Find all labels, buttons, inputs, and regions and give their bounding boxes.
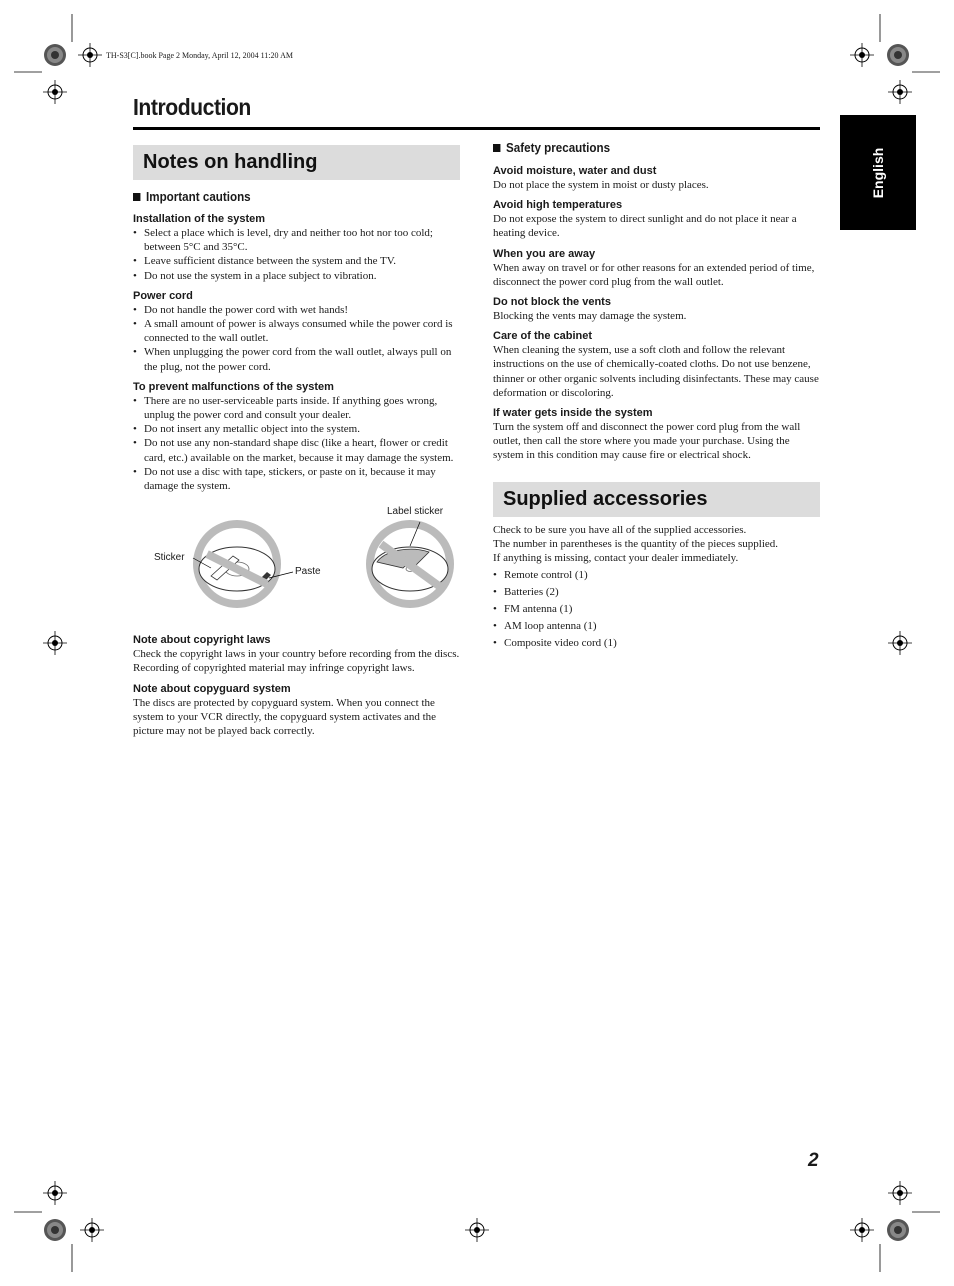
disc-with-sticker-icon [197, 524, 277, 604]
installation-section [133, 213, 460, 283]
safety-section [493, 296, 820, 323]
title-rule [133, 127, 820, 130]
section-heading: If water gets inside the system [493, 407, 653, 420]
intro-line: If anything is missing, contact your dealer immediately. [493, 552, 739, 565]
section-text: Do not expose the system to direct sunlight and do not place it near a heating device. [493, 213, 797, 240]
safety-precautions-title: Safety precautions [493, 141, 797, 155]
section-text: The discs are protected by copyguard system. When you connect the system to your VCR directly, the copyguard system activates and the picture may not be played back correctly. [133, 696, 437, 738]
section-heading: Note about copyright laws [133, 634, 271, 647]
list-item: • Batteries (2) [493, 585, 820, 599]
list-item: • A small amount of power is always consumed while the power cord is connected to the wall outlet. [133, 317, 460, 345]
disc-illustration [133, 506, 460, 634]
malfunctions-section [133, 381, 460, 493]
section-heading: Note about copyguard system [133, 682, 291, 695]
disc-with-label-sticker-icon [370, 524, 450, 604]
copyright-section [133, 634, 460, 675]
list-item: • Do not use any non-standard shape disc (like a heart, flower or credit card, etc.) available on the market, because it may damage the system. [133, 436, 460, 464]
section-text: Check the copyright laws in your country before recording from the discs. Recording of copyrighted material may infringe copyright laws. [133, 648, 460, 675]
section-text: Blocking the vents may damage the system. [493, 310, 687, 323]
intro-line: Check to be sure you have all of the supplied accessories. [493, 523, 747, 536]
language-tab-label: English [870, 147, 886, 198]
list-item: • When unplugging the power cord from the wall outlet, always pull on the plug, not the power cord. [133, 345, 460, 373]
left-column [133, 140, 460, 738]
section-text: When cleaning the system, use a soft cloth and follow the relevant instructions on the use of chemically-coated cloths. Do not use benzene, thinner or other organic solvents including disinfectants. These may cause deformation or discoloring. [493, 344, 819, 399]
safety-section [493, 330, 820, 400]
supplied-accessories-heading: Supplied accessories [493, 482, 820, 517]
section-heading: Care of the cabinet [493, 330, 593, 343]
safety-section [493, 248, 820, 289]
sticker-label: Sticker [154, 552, 185, 564]
square-bullet-icon [493, 144, 500, 152]
list-item: • Leave sufficient distance between the system and the TV. [133, 254, 460, 268]
list-item: • FM antenna (1) [493, 602, 820, 616]
right-column [493, 140, 820, 653]
safety-section [493, 199, 820, 240]
square-bullet-icon [133, 193, 140, 201]
list-item: • Do not use a disc with tape, stickers, or paste on it, because it may damage the system. [133, 465, 460, 493]
section-heading: Do not block the vents [493, 296, 611, 309]
list-item: • Do not insert any metallic object into the system. [133, 422, 460, 436]
list-item: • Remote control (1) [493, 568, 820, 582]
list-item: • AM loop antenna (1) [493, 619, 820, 633]
section-heading: Avoid high temperatures [493, 199, 623, 212]
power-cord-section [133, 290, 460, 374]
safety-section [493, 165, 820, 192]
page-title: Introduction [133, 94, 251, 120]
intro-line: The number in parentheses is the quantity of the pieces supplied. [493, 537, 779, 550]
section-text: When away on travel or for other reasons for an extended period of time, disconnect the power cord plug from the wall outlet. [493, 261, 815, 288]
list-item: • There are no user-serviceable parts inside. If anything goes wrong, unplug the power cord and consult your dealer. [133, 394, 460, 422]
list-item: • Do not handle the power cord with wet hands! [133, 303, 460, 317]
section-heading: To prevent malfunctions of the system [133, 380, 334, 393]
section-heading: Avoid moisture, water and dust [493, 165, 657, 177]
accessories-intro [493, 523, 820, 566]
list-item: • Do not use the system in a place subject to vibration. [133, 269, 460, 283]
section-text: Turn the system off and disconnect the power cord plug from the wall outlet, then call the store where you made your purchase. Using the system in this condition may cause fire or electrical shock. [493, 421, 801, 462]
copyguard-section [133, 683, 460, 739]
section-heading: Power cord [133, 289, 193, 302]
section-heading: Installation of the system [133, 213, 266, 225]
list-item: • Select a place which is level, dry and neither too hot nor too cold; between 5°C and 35°C. [133, 226, 460, 254]
list-item: • Composite video cord (1) [493, 636, 820, 650]
safety-section [493, 407, 820, 463]
page-number: 2 [808, 1150, 819, 1171]
section-heading: When you are away [493, 247, 596, 260]
important-cautions-title: Important cautions [133, 190, 437, 204]
accessories-list [493, 568, 820, 650]
label-sticker-label: Label sticker [387, 506, 444, 518]
notes-on-handling-heading: Notes on handling [133, 145, 460, 180]
section-text: Do not place the system in moist or dusty places. [493, 179, 709, 191]
paste-label: Paste [295, 566, 321, 578]
language-tab [840, 115, 916, 230]
print-header: TH-S3[C].book Page 2 Monday, April 12, 2004 11:20 AM [106, 51, 293, 60]
